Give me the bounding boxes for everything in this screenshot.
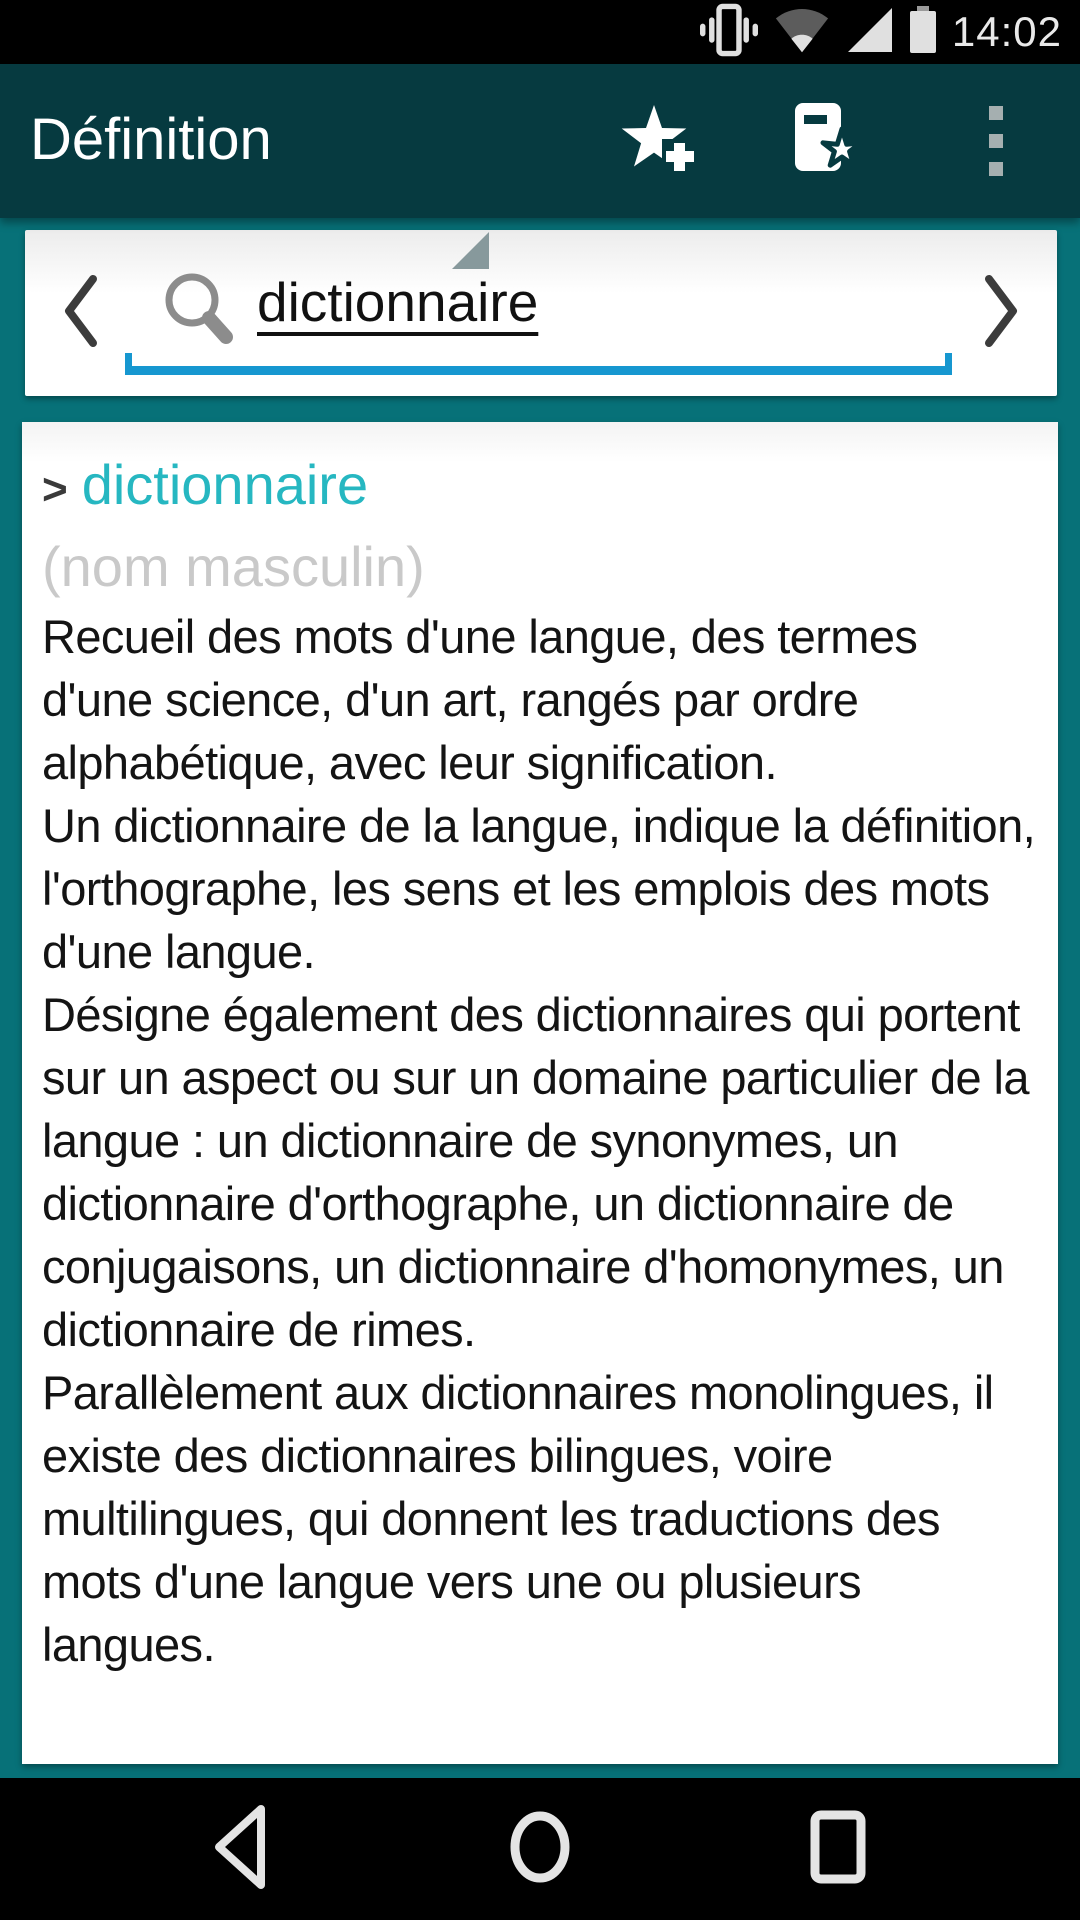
search-input[interactable]: dictionnaire [257, 271, 539, 333]
book-star-icon [781, 99, 869, 184]
add-favorite-button[interactable] [605, 64, 715, 218]
next-word-button[interactable] [955, 230, 1045, 396]
vibrate-icon [700, 1, 758, 64]
vertical-dots-icon [989, 106, 1003, 176]
home-circle-icon [508, 1807, 572, 1892]
chevron-right-icon [979, 273, 1021, 354]
previous-word-button[interactable] [37, 230, 127, 396]
recents-square-icon [809, 1809, 867, 1890]
part-of-speech: (nom masculin) [42, 535, 425, 598]
definition-paragraph: Un dictionnaire de la langue, indique la définition, l'orthographe, les sens et les emplois des mots d'une langue. [42, 799, 1036, 978]
input-underline [125, 366, 952, 375]
headword: dictionnaire [81, 453, 369, 516]
headword-line [42, 452, 1038, 533]
back-triangle-icon [207, 1800, 273, 1899]
app-bar [0, 64, 1080, 218]
magnifier-icon [158, 270, 242, 359]
definition-panel[interactable] [22, 422, 1058, 1764]
star-plus-icon [620, 99, 700, 184]
definition-paragraph: Désigne également des dictionnaires qui portent sur un aspect ou sur un domaine particulier de la langue : un dictionnaire de synonymes, un dictionnaire d'orthographe, un dictionnaire de conjugaisons, un dictionnaire d'homonymes, un dictionnaire de rimes. [42, 988, 1029, 1356]
page-title: Définition [30, 107, 272, 172]
dropdown-caret-icon [452, 232, 489, 269]
status-clock: 14:02 [951, 8, 1062, 55]
android-nav-bar [0, 1778, 1080, 1920]
definition-text [42, 605, 1038, 1676]
wifi-icon [773, 5, 831, 60]
battery-icon [909, 6, 937, 59]
back-button[interactable] [185, 1778, 295, 1920]
chevron-left-icon [61, 273, 103, 354]
recents-button[interactable] [783, 1778, 893, 1920]
cellular-signal-icon [846, 6, 894, 59]
definition-paragraph: Recueil des mots d'une langue, des termes d'une science, d'un art, rangés par ordre alphabétique, avec leur signification. [42, 610, 918, 789]
status-bar [0, 0, 1080, 64]
definition-paragraph: Parallèlement aux dictionnaires monolingues, il existe des dictionnaires bilingues, voire multilingues, qui donnent les traductions des mots d'une langue vers une ou plusieurs langues. [42, 1366, 994, 1671]
headword-marker: > [42, 465, 68, 514]
search-card [25, 230, 1057, 396]
home-button[interactable] [485, 1778, 595, 1920]
overflow-menu-button[interactable] [950, 64, 1042, 218]
mode-spinner[interactable] [0, 64, 500, 218]
favorites-list-button[interactable] [770, 64, 880, 218]
